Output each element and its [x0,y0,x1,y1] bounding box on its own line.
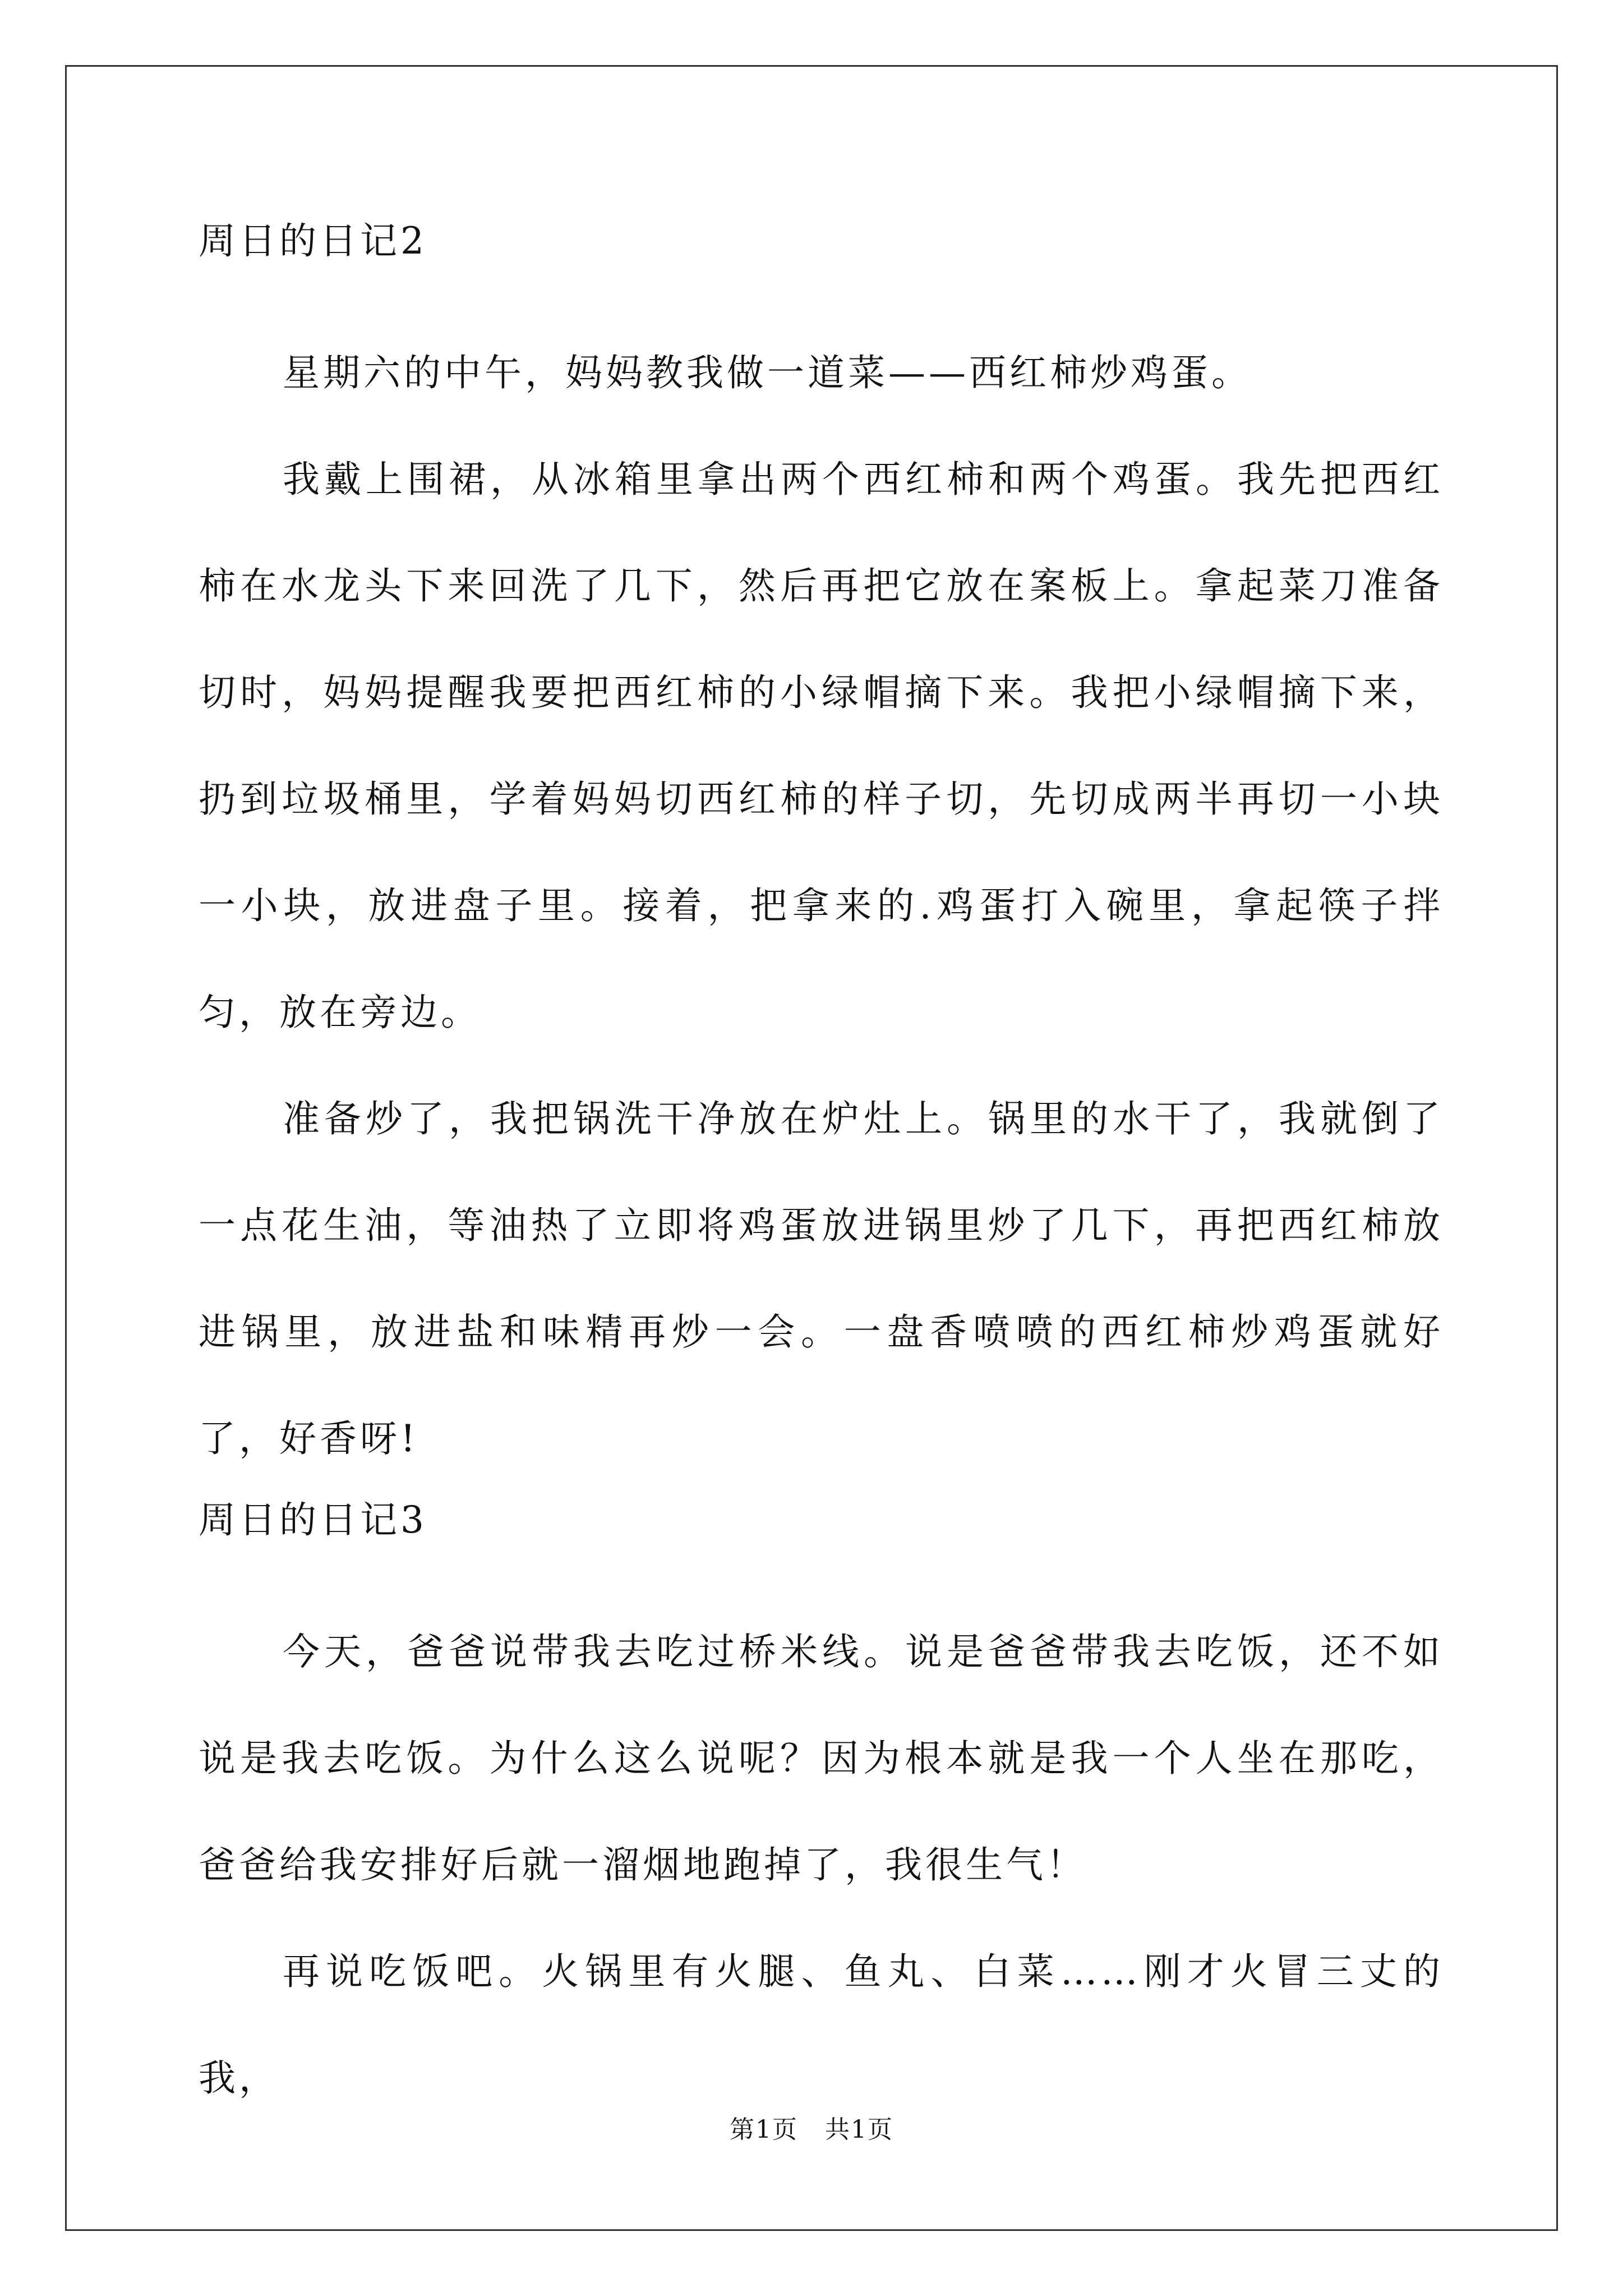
paragraph: 再说吃饭吧。火锅里有火腿、鱼丸、白菜……刚才火冒三丈的我， [199,1950,1444,2100]
document-body [199,213,1444,2132]
section-heading: 周日的日记2 [199,219,427,263]
paragraph: 今天，爸爸说带我去吃过桥米线。说是爸爸带我去吃饭，还不如说是我去吃饭。为什么这么说呢？因为根本就是我一个人坐在那吃，爸爸给我安排好后就一溜烟地跑掉了，我很生气！ [199,1630,1444,1887]
paragraph: 准备炒了，我把锅洗干净放在炉灶上。锅里的水干了，我就倒了一点花生油，等油热了立即将鸡蛋放进锅里炒了几下，再把西红柿放进锅里，放进盐和味精再炒一会。一盘香喷喷的西红柿炒鸡蛋就好了，好香呀! [199,1097,1444,1460]
paragraph: 星期六的中午，妈妈教我做一道菜——西红柿炒鸡蛋。 [283,351,1252,394]
section-heading: 周日的日记3 [199,1498,427,1542]
page-footer: 第1页 共1页 [730,2115,893,2144]
paragraph: 我戴上围裙，从冰箱里拿出两个西红柿和两个鸡蛋。我先把西红柿在水龙头下来回洗了几下，然后再把它放在案板上。拿起菜刀准备切时，妈妈提醒我要把西红柿的小绿帽摘下来。我把小绿帽摘下来，扔到垃圾桶里，学着妈妈切西红柿的样子切，先切成两半再切一小块一小块，放进盘子里。接着，把拿来的.鸡蛋打入碗里，拿起筷子拌匀，放在旁边。 [199,458,1444,1034]
